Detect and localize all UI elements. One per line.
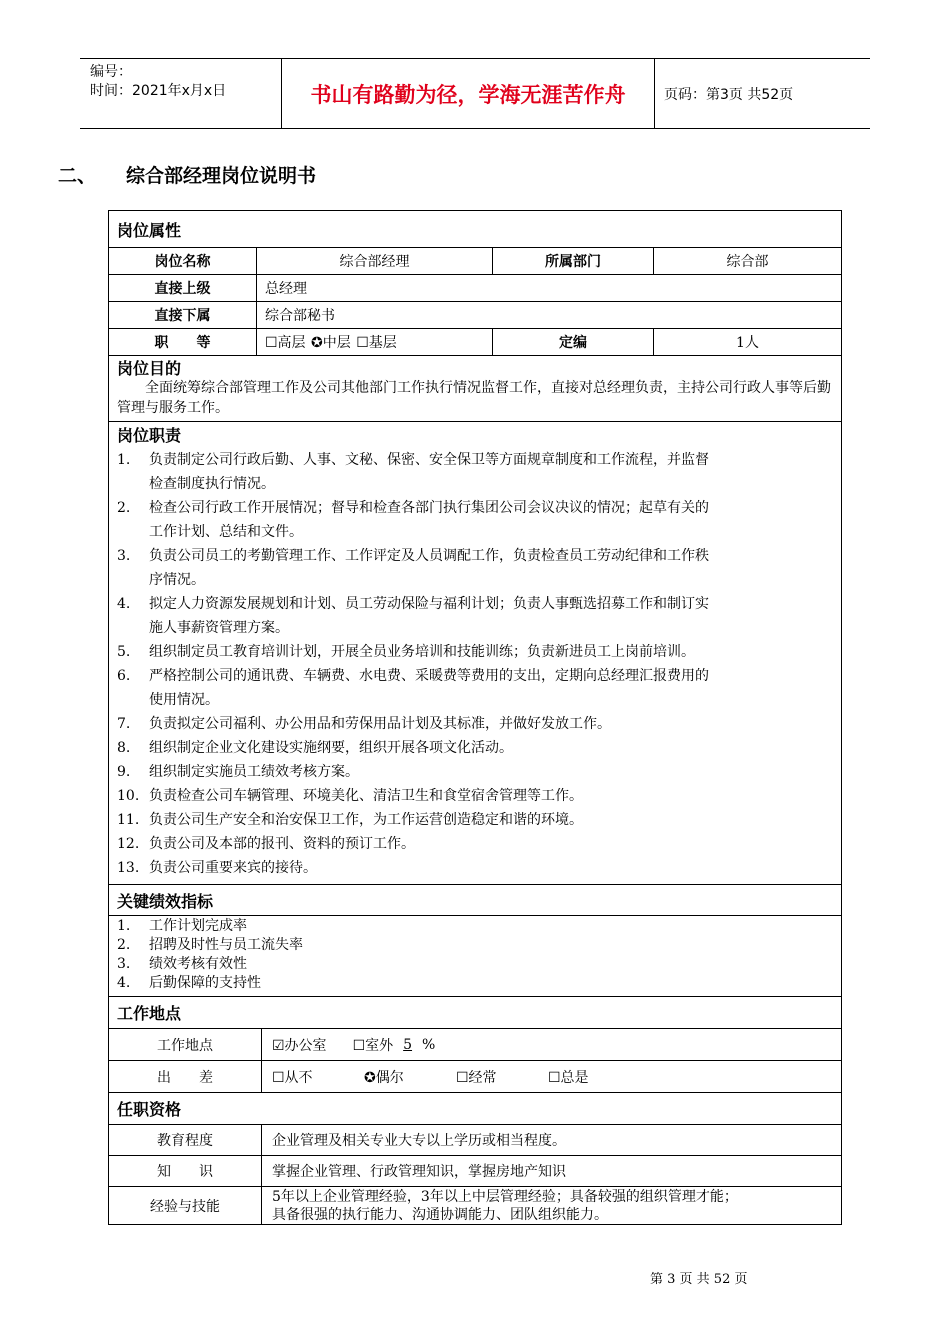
duty-text-line: 拟定人力资源发展规划和计划、员工劳动保险与福利计划；负责人事甄选招募工作和制订实: [149, 596, 709, 612]
duties-list: [109, 446, 841, 884]
kpi-item: [117, 955, 833, 974]
knowledge-label: 知 识: [157, 1164, 213, 1180]
attributes-heading: 岗位属性: [117, 220, 182, 240]
knowledge-value: 掌握企业管理、行政管理知识，掌握房地产知识: [261, 1156, 841, 1186]
duty-text-line: 负责公司重要来宾的接待。: [149, 860, 317, 876]
kpi-number: 4.: [117, 975, 131, 991]
duty-text-line: 组织制定企业文化建设实施纲要，组织开展各项文化活动。: [149, 740, 513, 756]
duty-item: [117, 808, 833, 832]
duty-number: 7.: [117, 716, 131, 732]
duty-text: [149, 760, 359, 784]
duty-text: [149, 832, 415, 856]
travel-option-occasionally[interactable]: ✪偶尔: [364, 1069, 404, 1086]
purpose-heading: 岗位目的: [117, 358, 182, 378]
duty-text: [149, 496, 709, 544]
qual-row-knowledge: [109, 1155, 841, 1186]
qualification-heading: 任职资格: [117, 1100, 182, 1119]
duty-text-line: 组织制定员工教育培训计划，开展全员业务培训和技能训练；负责新进员工上岗前培训。: [149, 644, 695, 660]
page-footer: 第 3 页 共 52 页: [650, 1272, 748, 1287]
quota-value: 1人: [653, 329, 841, 355]
attr-row-subordinate: [109, 301, 841, 328]
skills-label: 经验与技能: [150, 1198, 220, 1215]
kpi-text: 绩效考核有效性: [149, 956, 247, 972]
duty-text-line: 负责公司及本部的报刊、资料的预订工作。: [149, 836, 415, 852]
attr-row-name: [109, 247, 841, 274]
skills-line: 具备很强的执行能力、沟通协调能力、团队组织能力。: [272, 1207, 608, 1223]
work-place-options: [261, 1029, 841, 1060]
duty-number: 11.: [117, 812, 140, 828]
job-description-form: [108, 210, 842, 1225]
kpi-item: [117, 917, 833, 936]
attr-row-grade: [109, 328, 841, 355]
qual-row-skills: [109, 1186, 841, 1224]
duty-item: [117, 856, 833, 880]
duty-number: 10.: [117, 788, 140, 804]
duty-number: 1.: [117, 452, 131, 468]
kpi-list: [109, 915, 841, 996]
travel-option-always[interactable]: ☐总是: [548, 1069, 589, 1086]
duty-text: [149, 712, 611, 736]
duty-item: [117, 784, 833, 808]
duty-text: [149, 592, 709, 640]
outdoor-percent-value[interactable]: 5: [403, 1036, 413, 1053]
duty-item: [117, 592, 833, 640]
kpi-item: [117, 936, 833, 955]
duty-item: [117, 712, 833, 736]
duty-item: [117, 832, 833, 856]
duty-number: 13.: [117, 860, 140, 876]
duty-number: 5.: [117, 644, 131, 660]
duty-text-line: 工作计划、总结和文件。: [149, 524, 303, 540]
header-divider: [654, 59, 655, 128]
duty-item: [117, 760, 833, 784]
travel-label: 出 差: [157, 1069, 213, 1086]
grade-option-junior[interactable]: ☐基层: [356, 335, 397, 351]
page-header: [80, 58, 870, 129]
department-label: 所属部门: [492, 248, 653, 274]
department-value: 综合部: [653, 248, 841, 274]
duty-text: [149, 736, 513, 760]
grade-option-middle[interactable]: ✪中层: [311, 335, 351, 351]
grade-label: 职 等: [154, 335, 211, 351]
duty-text-line: 负责制定公司行政后勤、人事、文秘、保密、安全保卫等方面规章制度和工作流程，并监督: [149, 452, 709, 468]
outdoor-option[interactable]: ☐室外: [352, 1037, 394, 1054]
duty-text-line: 组织制定实施员工绩效考核方案。: [149, 764, 359, 780]
superior-label: 直接上级: [154, 281, 211, 297]
duty-text-line: 序情况。: [149, 572, 205, 588]
header-motto: 书山有路勤为径，学海无涯苦作舟: [310, 82, 626, 107]
header-page-info: 页码：第3页 共52页: [664, 86, 794, 103]
duty-text-line: 检查制度执行情况。: [149, 476, 275, 492]
header-meta: [90, 63, 226, 101]
travel-options: [261, 1061, 841, 1092]
kpi-item: [117, 974, 833, 993]
duty-item: [117, 544, 833, 592]
duty-item: [117, 448, 833, 496]
location-row-travel: [109, 1060, 841, 1092]
duty-text-line: 施人事薪资管理方案。: [149, 620, 289, 636]
position-name-value: 综合部经理: [256, 248, 492, 274]
doc-date: 时间：2021年x月x日: [90, 83, 227, 99]
travel-option-often[interactable]: ☐经常: [456, 1069, 497, 1086]
duty-text: [149, 544, 709, 592]
subordinate-label: 直接下属: [154, 308, 211, 324]
duty-text: [149, 640, 695, 664]
kpi-text: 后勤保障的支持性: [149, 975, 261, 991]
duty-number: 12.: [117, 836, 140, 852]
duty-item: [117, 664, 833, 712]
duty-text: [149, 448, 709, 496]
attr-row-superior: [109, 274, 841, 301]
duty-text-line: 负责公司生产安全和治安保卫工作，为工作运营创造稳定和谐的环境。: [149, 812, 583, 828]
qual-row-education: [109, 1124, 841, 1155]
duty-number: 8.: [117, 740, 131, 756]
kpi-text: 工作计划完成率: [149, 918, 247, 934]
section-title-text: 综合部经理岗位说明书: [126, 165, 317, 187]
duty-number: 3.: [117, 548, 131, 564]
duty-text-line: 负责拟定公司福利、办公用品和劳保用品计划及其标准，并做好发放工作。: [149, 716, 611, 732]
purpose-text: 全面统筹综合部管理工作及公司其他部门工作执行情况监督工作，直接对总经理负责，主持公司行政人事等后勤管理与服务工作。: [117, 380, 831, 416]
duty-text: [149, 856, 317, 880]
doc-number: 编号：: [90, 64, 132, 80]
duty-text: [149, 664, 709, 712]
kpi-section: [109, 884, 841, 996]
superior-value: 总经理: [256, 275, 841, 301]
skills-line: 5年以上企业管理经验，3年以上中层管理经验；具备较强的组织管理才能；: [272, 1189, 738, 1205]
location-heading: 工作地点: [117, 1004, 182, 1023]
duty-number: 6.: [117, 668, 131, 684]
skills-value: [261, 1187, 841, 1224]
duty-text-line: 严格控制公司的通讯费、车辆费、水电费、采暖费等费用的支出，定期向总经理汇报费用的: [149, 668, 709, 684]
purpose-section: [109, 355, 841, 421]
kpi-number: 3.: [117, 956, 131, 972]
duty-text: [149, 808, 583, 832]
grade-options: [256, 329, 492, 355]
duty-number: 4.: [117, 596, 131, 612]
section-title: [58, 161, 316, 188]
duty-number: 9.: [117, 764, 131, 780]
duty-text: [149, 784, 583, 808]
duty-item: [117, 640, 833, 664]
duty-text-line: 使用情况。: [149, 692, 219, 708]
duties-section: [109, 421, 841, 884]
duties-heading: 岗位职责: [117, 425, 182, 445]
subordinate-value: 综合部秘书: [256, 302, 841, 328]
position-name-label: 岗位名称: [154, 254, 211, 270]
qualification-header-row: [109, 1092, 841, 1124]
education-value: 企业管理及相关专业大专以上学历或相当程度。: [261, 1125, 841, 1155]
kpi-heading: 关键绩效指标: [117, 891, 214, 911]
office-option[interactable]: ☑办公室: [272, 1037, 327, 1054]
section-number: 二、: [58, 165, 97, 187]
duty-text-line: 检查公司行政工作开展情况；督导和检查各部门执行集团公司会议决议的情况；起草有关的: [149, 500, 709, 516]
kpi-number: 2.: [117, 937, 131, 953]
quota-label: 定编: [492, 329, 653, 355]
duty-item: [117, 736, 833, 760]
travel-option-never[interactable]: ☐从不: [272, 1069, 313, 1086]
outdoor-percent-sign: %: [422, 1036, 436, 1053]
kpi-text: 招聘及时性与员工流失率: [149, 937, 303, 953]
education-label: 教育程度: [157, 1133, 213, 1149]
location-row-place: [109, 1028, 841, 1060]
kpi-number: 1.: [117, 918, 131, 934]
duty-number: 2.: [117, 500, 131, 516]
attributes-header-row: [109, 211, 841, 247]
duty-item: [117, 496, 833, 544]
work-place-label: 工作地点: [157, 1037, 213, 1054]
location-header-row: [109, 996, 841, 1028]
grade-option-senior[interactable]: ☐高层: [265, 335, 306, 351]
duty-text-line: 负责公司员工的考勤管理工作、工作评定及人员调配工作，负责检查员工劳动纪律和工作秩: [149, 548, 709, 564]
duty-text-line: 负责检查公司车辆管理、环境美化、清洁卫生和食堂宿舍管理等工作。: [149, 788, 583, 804]
